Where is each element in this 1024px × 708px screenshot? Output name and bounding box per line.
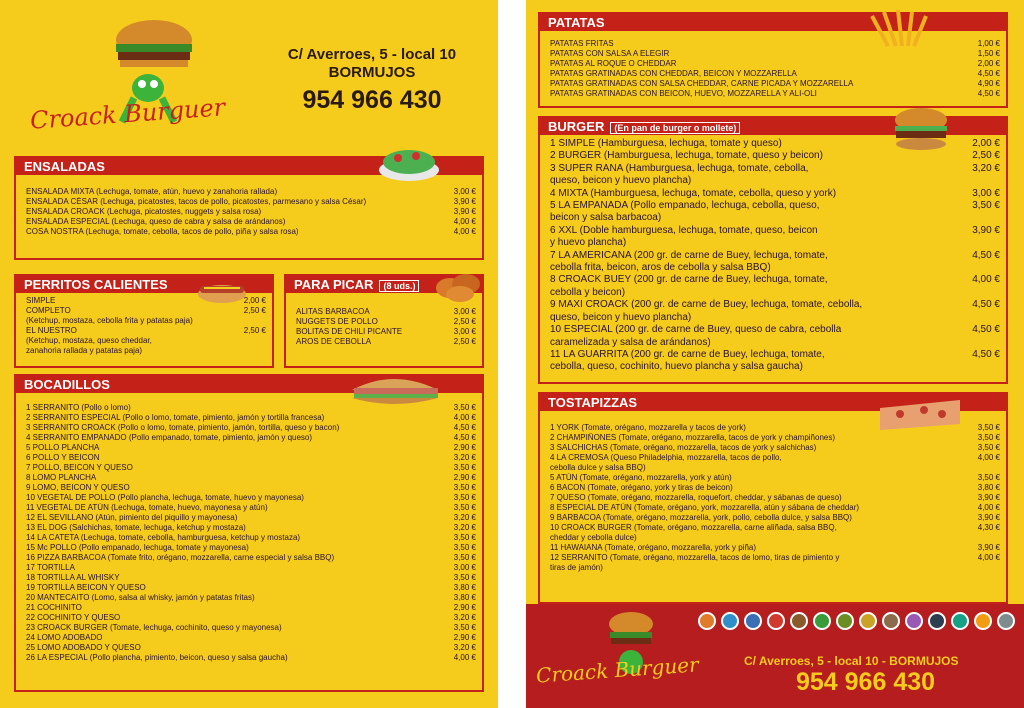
allergen-icon [905, 612, 923, 630]
allergen-icon [997, 612, 1015, 630]
menu-item-name: cheddar y cebolla dulce) [550, 533, 637, 542]
menu-item [550, 274, 1000, 286]
menu-item-price: 2,00 € [243, 296, 266, 305]
menu-item [26, 433, 476, 443]
allergen-icon [698, 612, 716, 630]
menu-item [550, 523, 1000, 533]
menu-item-name: 3 SALCHICHAS (Tomate, orégano, mozzarella, tacos de york y salchichas) [550, 443, 817, 452]
menu-item-name: 9 BARBACOA (Tomate, orégano, mozzarella, york, pollo, cebolla dulce, y salsa BBQ) [550, 513, 852, 522]
menu-item-price: 3,90 € [977, 513, 1000, 522]
allergen-icon [974, 612, 992, 630]
menu-item-price: 3,00 € [453, 563, 476, 572]
menu-item [550, 443, 1000, 453]
menu-item-name: 16 PIZZA BARBACOA (Tomate frito, orégano, mozzarella, carne especial y salsa BBQ) [26, 553, 335, 562]
menu-item [550, 533, 1000, 543]
menu-item-price: 3,50 € [977, 423, 1000, 432]
allergen-icon [882, 612, 900, 630]
menu-item [550, 473, 1000, 483]
menu-item-name: ALITAS BARBACOA [296, 307, 370, 316]
menu-item-name: PATATAS GRATINADAS CON CHEDDAR, BEICON Y MOZZARELLA [550, 69, 797, 78]
menu-item [550, 324, 1000, 336]
address [262, 46, 482, 82]
menu-item-name: cebolla y beicon) [550, 286, 626, 298]
menu-item-name: 10 ESPECIAL (200 gr. de carne de Buey, queso de cabra, cebolla [550, 324, 842, 336]
menu-item [550, 493, 1000, 503]
section-bocadillos [14, 374, 484, 692]
menu-item-price: 4,00 € [453, 653, 476, 662]
menu-item-price: 3,20 € [453, 523, 476, 532]
tostapizza-image [876, 394, 964, 434]
menu-item [26, 227, 476, 237]
section-burger [538, 116, 1008, 384]
menu-item-price: 2,90 € [453, 633, 476, 642]
menu-item [296, 307, 476, 317]
menu-item-price: 3,00 € [972, 187, 1000, 199]
menu-item-name: 2 SERRANITO ESPECIAL (Pollo o lomo, tomate, pimiento, jamón y tortilla francesa) [26, 413, 325, 422]
menu-item [550, 188, 1000, 200]
allergen-icon [928, 612, 946, 630]
section-title: BOCADILLOS [16, 376, 482, 393]
menu-item-price: 3,50 € [977, 433, 1000, 442]
menu-item-price: 2,50 € [453, 337, 476, 346]
menu-item-name: ENSALADA MIXTA (Lechuga, tomate, atún, huevo y zanahoria rallada) [26, 187, 278, 196]
section-title: BURGER [548, 119, 605, 134]
menu-item-price: 4,00 € [972, 274, 1000, 286]
menu-item-price: 4,00 € [453, 227, 476, 236]
menu-item-price: 1,50 € [977, 49, 1000, 58]
menu-item-name: EL NUESTRO [26, 326, 77, 335]
section-title: PARA PICAR [294, 277, 374, 292]
menu-item-price: 2,90 € [453, 473, 476, 482]
menu-item [26, 553, 476, 563]
menu-item-price: 3,90 € [453, 197, 476, 206]
menu-item [26, 613, 476, 623]
menu-item [550, 337, 1000, 349]
menu-item-name: 19 TORTILLA BEICON Y QUESO [26, 583, 146, 592]
menu-item [26, 633, 476, 643]
menu-item [26, 573, 476, 583]
allergen-icon [951, 612, 969, 630]
menu-item-price: 2,50 € [243, 326, 266, 335]
sandwich-image [348, 366, 442, 408]
menu-item-name: BOLITAS DE CHILI PICANTE [296, 327, 403, 336]
menu-item-name: 5 ATÚN (Tomate, orégano, mozzarella, york y atún) [550, 473, 732, 482]
menu-item-name: 17 TORTILLA [26, 563, 75, 572]
menu-item-name: 7 POLLO, BEICON Y QUESO [26, 463, 133, 472]
allergen-icon [836, 612, 854, 630]
menu-item [26, 623, 476, 633]
menu-item-name: 21 COCHINITO [26, 603, 82, 612]
menu-item-price: 3,20 € [453, 513, 476, 522]
chicken-wings-image [432, 268, 484, 304]
menu-item-price: 3,20 € [453, 453, 476, 462]
menu-item-name: PATATAS GRATINADAS CON SALSA CHEDDAR, CARNE PICADA Y MOZZARELLA [550, 79, 854, 88]
menu-item-name: SIMPLE [26, 296, 56, 305]
menu-item-name: 20 MANTECAITO (Lomo, salsa al whisky, jamón y patatas fritas) [26, 593, 255, 602]
menu-item-name: 2 CHAMPIÑONES (Tomate, orégano, mozzarella, tacos de york y champiñones) [550, 433, 836, 442]
menu-item-name: AROS DE CEBOLLA [296, 337, 372, 346]
menu-item-name: 12 EL SEVILLANO (Atún, pimiento del piquillo y mayonesa) [26, 513, 238, 522]
menu-item-price: 2,90 € [453, 443, 476, 452]
menu-item-name: 6 POLLO Y BEICON [26, 453, 100, 462]
menu-item-name: 1 YORK (Tomate, orégano, mozzarella y tacos de york) [550, 423, 746, 432]
menu-item-name: ENSALADA CÉSAR (Lechuga, picatostes, tacos de pollo, picatostes, parmesano y salsa César) [26, 197, 367, 206]
menu-item-name: 10 CROACK BURGER (Tomate, orégano, mozzarella, carne aliñada, salsa BBQ, [550, 523, 837, 532]
menu-item [550, 553, 1000, 563]
menu-item-name: zanahoria rallada y patatas paja) [26, 346, 143, 355]
menu-item-price: 4,50 € [972, 249, 1000, 261]
menu-item [296, 317, 476, 327]
left-page [0, 0, 498, 708]
menu-item-price: 2,00 € [972, 138, 1000, 149]
menu-item [550, 453, 1000, 463]
menu-item-name: 3 SUPER RANA (Hamburguesa, lechuga, tomate, cebolla, [550, 162, 809, 174]
menu-item [550, 89, 1000, 99]
menu-item-price: 4,50 € [453, 433, 476, 442]
menu-item-name: caramelizada y salsa de arándanos) [550, 336, 711, 348]
menu-item [550, 163, 1000, 175]
menu-item-price: 4,00 € [453, 413, 476, 422]
section-title: TOSTAPIZZAS [540, 394, 1006, 411]
brand-logo-text: Croack Burguer [29, 93, 227, 135]
section-subtitle: (En pan de burger o mollete) [610, 122, 740, 134]
menu-item-name: tiras de jamón) [550, 563, 603, 572]
right-page [526, 0, 1024, 708]
menu-item-price: 3,50 € [977, 473, 1000, 482]
menu-item-price: 3,20 € [453, 643, 476, 652]
menu-item-name: 26 LA ESPECIAL (Pollo plancha, pimiento, beicon, queso y salsa gaucha) [26, 653, 288, 662]
menu-item-name: 3 SERRANITO CROACK (Pollo o lomo, tomate, pimiento, jamón, tortilla, queso y bacon) [26, 423, 340, 432]
menu-item [26, 473, 476, 483]
menu-item [550, 503, 1000, 513]
menu-item-price: 3,50 € [453, 403, 476, 412]
menu-item-price: 1,00 € [977, 39, 1000, 48]
menu-item-price: 4,00 € [977, 553, 1000, 562]
menu-item-price: 3,20 € [972, 162, 1000, 174]
menu-item-name: PATATAS AL ROQUE O CHEDDAR [550, 59, 677, 68]
menu-item-name: 1 SERRANITO (Pollo o lomo) [26, 403, 131, 412]
menu-item-name: 18 TORTILLA AL WHISKY [26, 573, 120, 582]
menu-item-name: queso, beicon y huevo plancha) [550, 311, 692, 323]
menu-item-price: 3,50 € [453, 493, 476, 502]
menu-item-name: 4 MIXTA (Hamburguesa, lechuga, tomate, cebolla, queso y york) [550, 187, 837, 199]
menu-item-price: 3,50 € [453, 463, 476, 472]
menu-item-price: 3,50 € [453, 533, 476, 542]
menu-item-price: 3,80 € [453, 593, 476, 602]
menu-item [550, 59, 1000, 69]
menu-item [550, 312, 1000, 324]
menu-item [26, 217, 476, 227]
tostapizzas-list [540, 411, 1006, 573]
menu-item [26, 643, 476, 653]
menu-item-name: 22 COCHINITO Y QUESO [26, 613, 121, 622]
menu-item-price: 3,20 € [453, 613, 476, 622]
menu-item-name: 4 LA CREMOSA (Queso Philadelphia, mozzarella, tacos de pollo, [550, 453, 782, 462]
allergen-icons [698, 612, 1020, 630]
hotdog-image [196, 274, 248, 306]
menu-item [26, 316, 266, 326]
ensaladas-list [16, 175, 482, 237]
menu-item-name: 8 ESPECIAL DE ATÚN (Tomate, orégano, york, mozzarella, atún y sábana de cheddar) [550, 503, 860, 512]
menu-item [550, 513, 1000, 523]
menu-item [550, 237, 1000, 249]
menu-item [26, 187, 476, 197]
menu-item [26, 336, 266, 346]
menu-item [26, 423, 476, 433]
menu-item-name: 11 LA GUARRITA (200 gr. de carne de Buey, lechuga, tomate, [550, 348, 825, 360]
menu-item-name: 9 MAXI CROACK (200 gr. de carne de Buey, lechuga, tomate, cebolla, [550, 299, 863, 311]
menu-item [550, 250, 1000, 262]
menu-item-name: COSA NOSTRA (Lechuga, tomate, cebolla, tacos de pollo, piña y salsa rosa) [26, 227, 299, 236]
menu-item-price: 3,00 € [453, 187, 476, 196]
menu-item [26, 443, 476, 453]
menu-item-name: beicon y salsa barbacoa) [550, 212, 662, 224]
menu-item [26, 493, 476, 503]
menu-item-price: 4,00 € [977, 453, 1000, 462]
menu-item-price: 4,50 € [972, 299, 1000, 311]
menu-item-price: 4,90 € [977, 79, 1000, 88]
menu-item-name: 7 QUESO (Tomate, orégano, mozzarella, roquefort, cheddar, y sábanas de queso) [550, 493, 842, 502]
menu-item-price: 3,00 € [453, 327, 476, 336]
menu-item-price: 3,50 € [453, 483, 476, 492]
menu-item-price: 2,50 € [453, 317, 476, 326]
menu-item [26, 653, 476, 663]
menu-item-price: 4,30 € [977, 523, 1000, 532]
menu-item-name: cebolla frita, beicon, aros de cebolla y salsa BBQ) [550, 262, 771, 274]
address-line-1: C/ Averroes, 5 - local 10 [287, 46, 457, 63]
menu-item-price: 2,90 € [453, 603, 476, 612]
menu-item-price: 4,50 € [977, 89, 1000, 98]
menu-item-price: 3,50 € [453, 553, 476, 562]
menu-item [26, 197, 476, 207]
menu-item-price: 3,50 € [972, 200, 1000, 212]
menu-item-price: 3,00 € [453, 307, 476, 316]
menu-item-price: 4,00 € [977, 503, 1000, 512]
menu-item [26, 563, 476, 573]
section-title: PERRITOS CALIENTES [16, 276, 272, 293]
menu-item-price: 3,50 € [977, 443, 1000, 452]
allergen-icon [859, 612, 877, 630]
menu-item [26, 207, 476, 217]
menu-item [550, 563, 1000, 573]
section-title: ENSALADAS [16, 158, 482, 175]
fries-image [858, 6, 946, 54]
allergen-icon [721, 612, 739, 630]
menu-item-name: 6 BACON (Tomate, orégano, york y tiras de beicon) [550, 483, 733, 492]
menu-item-name: 11 VEGETAL DE ATÚN (Lechuga, tomate, huevo, mayonesa y atún) [26, 503, 268, 512]
section-subtitle: (8 uds.) [379, 280, 419, 292]
menu-item-price: 2,50 € [972, 150, 1000, 162]
menu-item-price: 3,50 € [453, 543, 476, 552]
menu-item-price: 3,90 € [977, 543, 1000, 552]
menu-item-name: 5 LA EMPANADA (Pollo empanado, lechuga, cebolla, queso, [550, 200, 820, 212]
menu-item [26, 483, 476, 493]
menu-item-price: 3,80 € [977, 483, 1000, 492]
menu-item-name: 8 CROACK BUEY (200 gr. de carne de Buey, lechuga, tomate, [550, 274, 828, 286]
menu-item-price: 4,50 € [977, 69, 1000, 78]
menu-item [26, 543, 476, 553]
menu-item-price: 4,50 € [972, 324, 1000, 336]
menu-item-price: 3,50 € [453, 573, 476, 582]
menu-item-name: NUGGETS DE POLLO [296, 317, 378, 326]
menu-item-name: ENSALADA ESPECIAL (Lechuga, queso de cabra y salsa de arándanos) [26, 217, 286, 226]
menu-item-name: PATATAS FRITAS [550, 39, 614, 48]
menu-item-name: 2 BURGER (Hamburguesa, lechuga, tomate, queso y beicon) [550, 150, 823, 162]
menu-item [26, 326, 266, 336]
menu-item [26, 453, 476, 463]
menu-item-price: 4,50 € [453, 423, 476, 432]
footer-address: C/ Averroes, 5 - local 10 - BORMUJOS [744, 654, 959, 668]
menu-item [550, 433, 1000, 443]
menu-item-name: 4 SERRANITO EMPANADO (Pollo empanado, tomate, pimiento, jamón y queso) [26, 433, 313, 442]
menu-item-price: 3,90 € [977, 493, 1000, 502]
salad-image [376, 146, 442, 182]
menu-item [26, 533, 476, 543]
menu-item [550, 262, 1000, 274]
menu-item [550, 463, 1000, 473]
menu-item-name: 15 Mc POLLO (Pollo empanado, lechuga, tomate y mayonesa) [26, 543, 249, 552]
menu-item-name: (Ketchup, mostaza, queso cheddar, [26, 336, 152, 345]
menu-item [550, 543, 1000, 553]
menu-item [26, 503, 476, 513]
menu-item-name: 12 SERRANITO (Tomate, orégano, mozzarella, tacos de lomo, tiras de pimiento y [550, 553, 840, 562]
menu-item [296, 327, 476, 337]
menu-item-price: 2,00 € [977, 59, 1000, 68]
menu-item [26, 523, 476, 533]
allergen-icon [744, 612, 762, 630]
menu-item [26, 513, 476, 523]
menu-item-price: 2,50 € [243, 306, 266, 315]
menu-item [296, 337, 476, 347]
section-title: PATATAS [540, 14, 1006, 31]
menu-item-name: COMPLETO [26, 306, 71, 315]
menu-item-name: 14 LA CATETA (Lechuga, tomate, cebolla, hamburguesa, ketchup y mostaza) [26, 533, 301, 542]
menu-item [26, 603, 476, 613]
menu-item-price: 3,50 € [453, 623, 476, 632]
menu-item [26, 583, 476, 593]
menu-item-name: PATATAS CON SALSA A ELEGIR [550, 49, 670, 58]
menu-item-name: 7 LA AMERICANA (200 gr. de carne de Buey, lechuga, tomate, [550, 249, 828, 261]
menu-item [550, 212, 1000, 224]
menu-item [550, 287, 1000, 299]
menu-item-price: 4,50 € [972, 348, 1000, 360]
menu-item [550, 175, 1000, 187]
menu-item [550, 299, 1000, 311]
menu-item-name: 8 LOMO PLANCHA [26, 473, 97, 482]
menu-item-price: 3,90 € [972, 224, 1000, 236]
menu-item-name: 6 XXL (Doble hamburguesa, lechuga, tomate, queso, beicon [550, 224, 818, 236]
burger-list [540, 135, 1006, 374]
menu-item [550, 225, 1000, 237]
menu-item-name: 11 HAWAIANA (Tomate, orégano, mozzarella, york y piña) [550, 543, 757, 552]
menu-item-name: 1 SIMPLE (Hamburguesa, lechuga, tomate y queso) [550, 138, 782, 149]
menu-item [550, 79, 1000, 89]
menu-item [550, 483, 1000, 493]
menu-item-price: 3,80 € [453, 583, 476, 592]
menu-item-name: y huevo plancha) [550, 237, 627, 249]
menu-item-name: ENSALADA CROACK (Lechuga, picatostes, nuggets y salsa rosa) [26, 207, 262, 216]
menu-item [550, 200, 1000, 212]
menu-item-name: cebolla dulce y salsa BBQ) [550, 463, 646, 472]
menu-item-name: 23 CROACK BURGER (Tomate, lechuga, cochinito, queso y mayonesa) [26, 623, 282, 632]
brand-logo-text: Croack Burguer [535, 652, 700, 688]
menu-item-price: 3,90 € [453, 207, 476, 216]
phone-number: 954 966 430 [302, 86, 442, 114]
menu-item-name: 13 EL DOG (Salchichas, tomate, lechuga, ketchup y mostaza) [26, 523, 246, 532]
menu-item [550, 150, 1000, 162]
menu-item [26, 306, 266, 316]
menu-item-price: 3,50 € [453, 503, 476, 512]
menu-item-name: 10 VEGETAL DE POLLO (Pollo plancha, lechuga, tomate, huevo y mayonesa) [26, 493, 304, 502]
menu-item-name: 5 POLLO PLANCHA [26, 443, 100, 452]
menu-item [550, 349, 1000, 361]
menu-item-name: (Ketchup, mostaza, cebolla frita y patatas paja) [26, 316, 193, 325]
address-line-2: BORMUJOS [328, 64, 416, 81]
menu-item-name: cebolla, queso, cochinito, huevo plancha y salsa gaucha) [550, 361, 803, 373]
menu-item [26, 346, 266, 356]
bocadillos-list [16, 393, 482, 663]
menu-item [550, 69, 1000, 79]
allergen-icon [790, 612, 808, 630]
allergen-icon [767, 612, 785, 630]
burger-image [890, 106, 952, 152]
menu-item-price: 4,00 € [453, 217, 476, 226]
menu-item-name: PATATAS GRATINADAS CON BEICON, HUEVO, MOZZARELLA Y ALI-OLI [550, 89, 817, 98]
menu-item [26, 463, 476, 473]
menu-item [26, 413, 476, 423]
menu-item-name: 25 LOMO ADOBADO Y QUESO [26, 643, 141, 652]
menu-item-name: queso, beicon y huevo plancha) [550, 175, 692, 187]
menu-item-name: 9 LOMO, BEICON Y QUESO [26, 483, 130, 492]
menu-item [26, 593, 476, 603]
menu-item [550, 361, 1000, 373]
menu-item-name: 24 LOMO ADOBADO [26, 633, 103, 642]
footer-phone: 954 966 430 [796, 668, 936, 696]
allergen-icon [813, 612, 831, 630]
